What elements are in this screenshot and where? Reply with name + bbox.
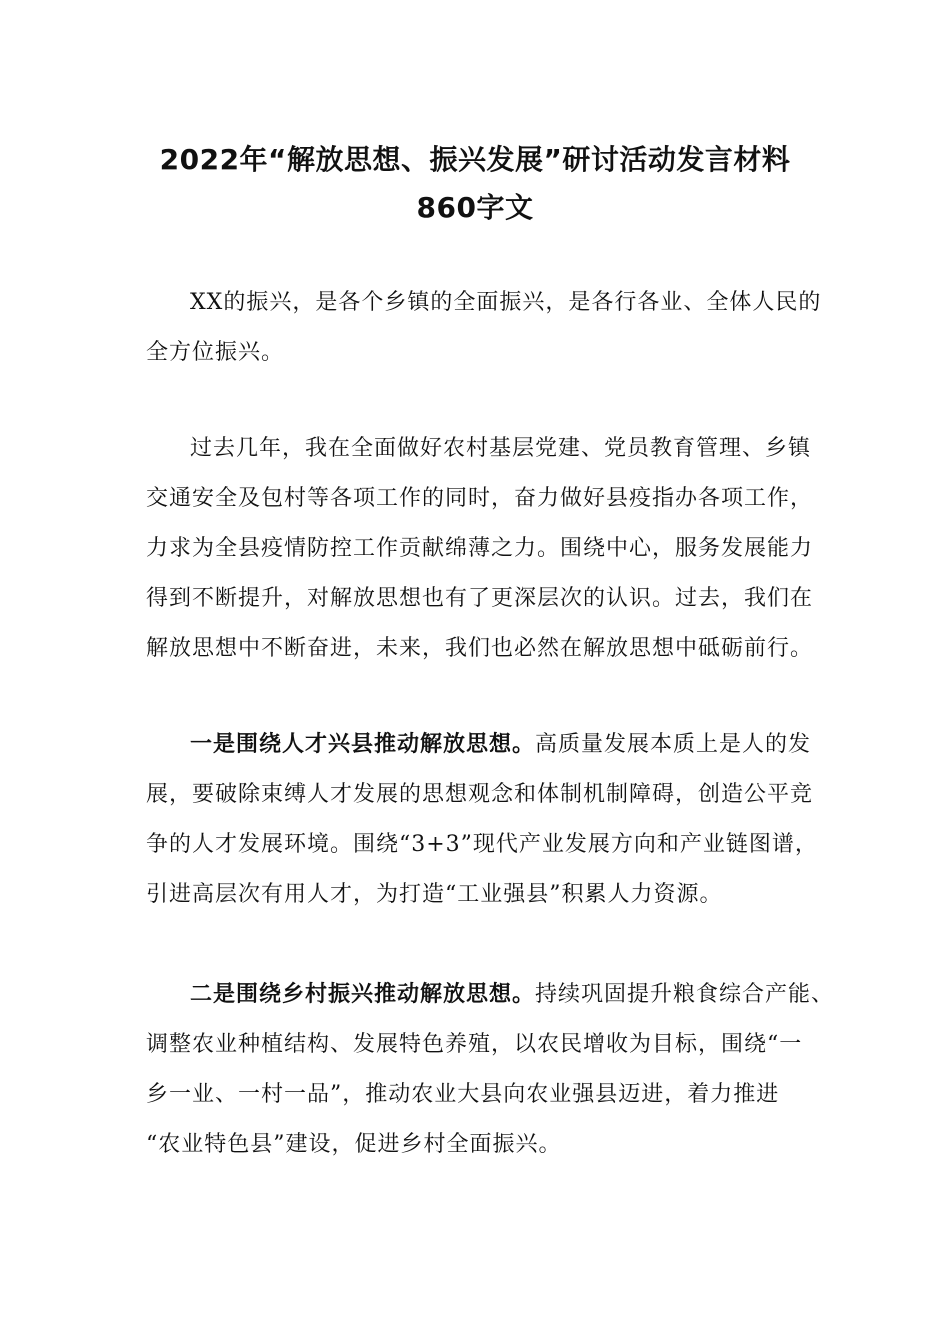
document-title-line-1: 2022年“解放思想、振兴发展”研讨活动发言材料: [159, 143, 791, 176]
paragraph-line: 争的人才发展环境。围绕“3+3”现代产业发展方向和产业链图谱，: [146, 832, 818, 857]
paragraph-line-text: 高质量发展本质上是人的发: [535, 732, 812, 757]
paragraph-line: 解放思想中不断奋进，未来，我们也必然在解放思想中砥砺前行。: [146, 636, 814, 661]
paragraph-line: 乡一业、一村一品”，推动农业大县向农业强县迈进，着力推进: [146, 1082, 780, 1107]
paragraph-line: 交通安全及包村等各项工作的同时，奋力做好县疫指办各项工作，: [146, 486, 814, 511]
paragraph-line: 过去几年，我在全面做好农村基层党建、党员教育管理、乡镇: [190, 436, 812, 461]
paragraph-talent: [146, 720, 836, 920]
paragraph-line: “农业特色县”建设，促进乡村全面振兴。: [146, 1132, 562, 1157]
paragraph-line: [146, 970, 836, 1020]
paragraph-intro: [146, 278, 836, 378]
paragraph-line-text: 持续巩固提升粮食综合产能、: [535, 982, 835, 1007]
paragraph-line: 力求为全县疫情防控工作贡献绵薄之力。围绕中心，服务发展能力: [146, 536, 814, 561]
paragraph-line: 全方位振兴。: [146, 340, 285, 365]
paragraph-line: 得到不断提升，对解放思想也有了更深层次的认识。过去，我们在: [146, 586, 814, 611]
paragraph-heading: 一是围绕人才兴县推动解放思想。: [190, 732, 536, 757]
paragraph-line: [146, 720, 836, 770]
paragraph-line: 展，要破除束缚人才发展的思想观念和体制机制障碍，创造公平竞: [146, 782, 814, 807]
paragraph-past-years: [146, 424, 836, 674]
paragraph-line: 引进高层次有用人才，为打造“工业强县”积累人力资源。: [146, 882, 723, 907]
paragraph-heading: 二是围绕乡村振兴推动解放思想。: [190, 982, 536, 1007]
paragraph-rural: [146, 970, 836, 1170]
document-title-line-2: 860字文: [416, 191, 534, 224]
paragraph-line: 调整农业种植结构、发展特色养殖，以农民增收为目标，围绕“一: [146, 1032, 803, 1057]
paragraph-line: XX的振兴，是各个乡镇的全面振兴，是各行各业、全体人民的: [190, 290, 822, 315]
